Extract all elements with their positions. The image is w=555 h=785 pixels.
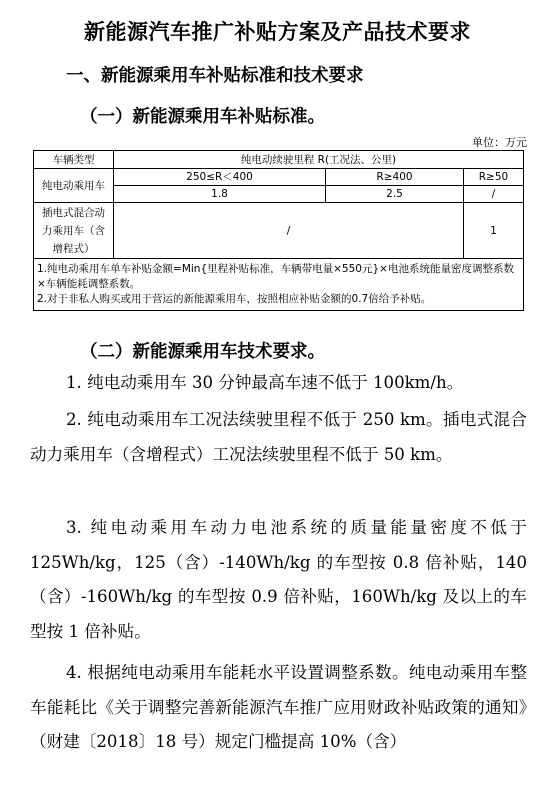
phev-label: 插电式混合动力乘用车（含增程式） bbox=[34, 203, 114, 259]
subsidy-table bbox=[33, 150, 524, 311]
subsidy-value-2: 2.5 bbox=[326, 186, 464, 203]
phev-subsidy-value: 1 bbox=[464, 203, 524, 259]
paragraph-4: 4. 根据纯电动乘用车能耗水平设置调整系数。纯电动乘用车整车能耗比《关于调整完善新能源汽车推广应用财政补贴政策的通知》（财建〔2018〕18 号）规定门槛提高 10%（含） bbox=[30, 663, 527, 751]
subsidy-value-1: 1.8 bbox=[114, 186, 326, 203]
paragraph-1: 1. 纯电动乘用车 30 分钟最高车速不低于 100km/h。 bbox=[66, 373, 464, 392]
table-notes bbox=[34, 259, 524, 311]
header-vehicle-type: 车辆类型 bbox=[34, 151, 114, 169]
bev-label: 纯电动乘用车 bbox=[34, 169, 114, 203]
subsection-heading-standards: （一）新能源乘用车补贴标准。 bbox=[80, 107, 325, 127]
paragraph-2: 2. 纯电动乘用车工况法续驶里程不低于 250 km。插电式混合动力乘用车（含增程式）工况法续驶里程不低于 50 km。 bbox=[30, 410, 527, 464]
subsidy-value-3: / bbox=[464, 186, 524, 203]
section-heading: 一、新能源乘用车补贴标准和技术要求 bbox=[66, 66, 364, 86]
unit-label: 单位：万元 bbox=[472, 136, 527, 149]
range-tier-2: R≥400 bbox=[326, 169, 464, 186]
paragraph-3: 3. 纯电动乘用车动力电池系统的质量能量密度不低于 125Wh/kg，125（含）-140Wh/kg 的车型按 0.8 倍补贴，140（含）-160Wh/kg 的车型按 0.9 倍补贴，160Wh/kg 及以上的车型按 1 倍补贴。 bbox=[30, 518, 527, 641]
document-title: 新能源汽车推广补贴方案及产品技术要求 bbox=[84, 20, 471, 44]
header-range: 纯电动续驶里程 R(工况法、公里) bbox=[114, 151, 524, 169]
phev-bev-value: / bbox=[114, 203, 464, 259]
range-tier-1: 250≤R＜400 bbox=[114, 169, 326, 186]
note-1: 1.纯电动乘用车单车补贴金额=Min{里程补贴标准，车辆带电量×550元}×电池系统能量密度调整系数×车辆能耗调整系数。 bbox=[37, 263, 514, 290]
subsection-heading-requirements: （二）新能源乘用车技术要求。 bbox=[80, 342, 325, 362]
range-tier-3: R≥50 bbox=[464, 169, 524, 186]
note-2: 2.对于非私人购买或用于营运的新能源乘用车，按照相应补贴金额的0.7倍给予补贴。 bbox=[37, 293, 432, 305]
